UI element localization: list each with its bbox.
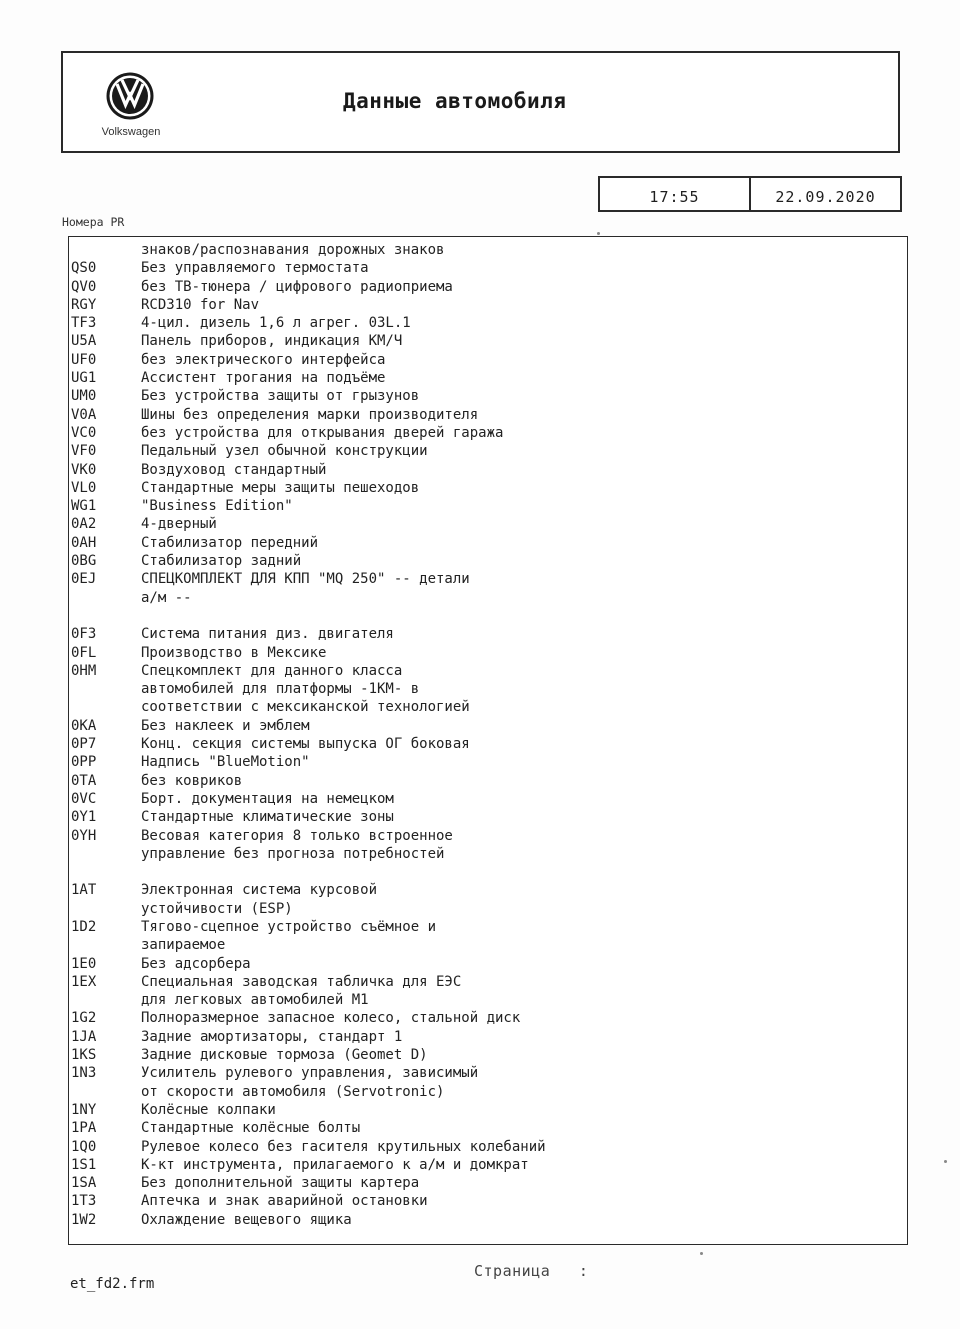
pr-description: без устройства для открывания дверей гаража <box>141 424 504 441</box>
pr-code: VK0 <box>71 461 97 478</box>
pr-code: 0F3 <box>71 626 97 643</box>
pr-code-row <box>69 351 907 369</box>
pr-code <box>69 900 141 918</box>
pr-code-row <box>69 589 907 607</box>
pr-code: 1SA <box>71 1175 97 1192</box>
pr-description: Без управляемого термостата <box>141 260 369 277</box>
pr-code: WG1 <box>71 498 97 515</box>
pr-code <box>69 589 141 607</box>
header-box <box>61 51 900 153</box>
pr-code-row <box>69 918 907 936</box>
pr-code-row <box>69 698 907 716</box>
pr-code-row <box>69 827 907 845</box>
pr-code-row <box>69 1009 907 1027</box>
pr-code: TF3 <box>71 315 97 332</box>
pr-code-row <box>69 1046 907 1064</box>
pr-description: Воздуховод стандартный <box>141 461 327 478</box>
pr-code-row <box>69 753 907 771</box>
pr-code-row <box>69 607 907 625</box>
pr-description: Стабилизатор задний <box>141 553 302 570</box>
pr-description: Система питания диз. двигателя <box>141 626 394 643</box>
pr-code: 0KA <box>71 717 97 734</box>
pr-code-row <box>69 1119 907 1137</box>
pr-code-row <box>69 278 907 296</box>
pr-code-row <box>69 461 907 479</box>
pr-code-row <box>69 534 907 552</box>
pr-code: 1AT <box>71 882 97 899</box>
pr-code: 0PP <box>71 754 97 771</box>
pr-code-row <box>69 991 907 1009</box>
pr-code <box>69 936 141 954</box>
pr-code-row <box>69 881 907 899</box>
pr-code <box>69 845 141 863</box>
pr-description: управление без прогноза потребностей <box>141 845 445 862</box>
pr-code: 1G2 <box>71 1010 97 1027</box>
page-title: Данные автомобиля <box>343 89 567 113</box>
pr-code: 1E0 <box>71 955 97 972</box>
date-value: 22.09.2020 <box>749 178 900 210</box>
pr-code: UG1 <box>71 370 97 387</box>
pr-description: Весовая категория 8 только встроенное <box>141 827 453 844</box>
pr-code: 1T3 <box>71 1193 97 1210</box>
pr-code-row <box>69 552 907 570</box>
pr-code-row <box>69 259 907 277</box>
pr-description: Стандартные меры защиты пешеходов <box>141 479 420 496</box>
pr-description: без ковриков <box>141 772 243 789</box>
pr-code-row <box>69 845 907 863</box>
pr-code-row <box>69 1028 907 1046</box>
pr-code <box>69 991 141 1009</box>
pr-code-row <box>69 442 907 460</box>
pr-code-row <box>69 1174 907 1192</box>
pr-description: Панель приборов, индикация КМ/Ч <box>141 333 403 350</box>
pr-description: для легковых автомобилей M1 <box>141 992 369 1009</box>
pr-description: Колёсные колпаки <box>141 1101 276 1118</box>
pr-code-row <box>69 680 907 698</box>
pr-code: 0Y1 <box>71 809 97 826</box>
section-label: Номера PR <box>62 215 125 229</box>
pr-code: RGY <box>71 296 97 313</box>
pr-code: 0BG <box>71 553 97 570</box>
pr-code <box>69 241 141 259</box>
pr-description: знаков/распознавания дорожных знаков <box>141 242 445 258</box>
pr-code: 0FL <box>71 644 97 661</box>
pr-code-row <box>69 808 907 826</box>
pr-code-row <box>69 1192 907 1210</box>
pr-description: RCD310 for Nav <box>141 296 260 313</box>
pr-description: автомобилей для платформы -1КМ- в <box>141 681 420 698</box>
pr-code-row <box>69 497 907 515</box>
pr-code-row <box>69 772 907 790</box>
pr-description: Спецкомплект для данного класса <box>141 662 403 679</box>
pr-code: 1N3 <box>71 1065 97 1082</box>
pr-code-row <box>69 1138 907 1156</box>
volkswagen-logo-icon <box>105 71 155 121</box>
pr-code-row <box>69 644 907 662</box>
pr-code: 1KS <box>71 1047 97 1064</box>
scan-speck <box>944 1160 947 1163</box>
pr-code-row <box>69 570 907 588</box>
pr-code: 0HM <box>71 662 97 679</box>
pr-description: Конц. секция системы выпуска ОГ боковая <box>141 736 470 753</box>
pr-description <box>141 607 907 625</box>
pr-code: VL0 <box>71 479 97 496</box>
pr-code-row <box>69 1083 907 1101</box>
pr-code: 0VC <box>71 790 97 807</box>
pr-code: 0EJ <box>71 571 97 588</box>
pr-code-row <box>69 1064 907 1082</box>
pr-description: К-кт инструмента, прилагаемого к а/м и домкрат <box>141 1156 529 1173</box>
pr-description: Охлаждение вещевого ящика <box>141 1211 352 1228</box>
pr-description: Электронная система курсовой <box>141 882 378 899</box>
pr-description: Без устройства защиты от грызунов <box>141 388 420 405</box>
pr-description: Стабилизатор передний <box>141 534 319 551</box>
pr-code-row <box>69 900 907 918</box>
pr-description: Усилитель рулевого управления, зависимый <box>141 1065 479 1082</box>
page-number-label: Страница : <box>474 1262 589 1280</box>
pr-description: а/м -- <box>141 589 192 606</box>
pr-description: Задние дисковые тормоза (Geomet D) <box>141 1047 428 1064</box>
pr-description: Без дополнительной защиты картера <box>141 1175 420 1192</box>
pr-code-row <box>69 369 907 387</box>
pr-code: U5A <box>71 333 97 350</box>
pr-code-row <box>69 1101 907 1119</box>
datetime-box <box>598 176 902 212</box>
pr-code-row <box>69 1211 907 1229</box>
pr-code <box>69 680 141 698</box>
scan-speck <box>597 232 600 235</box>
pr-code-row <box>69 790 907 808</box>
pr-code: 0TA <box>71 772 97 789</box>
pr-code-row <box>69 735 907 753</box>
pr-code-row <box>69 662 907 680</box>
pr-code-row <box>69 936 907 954</box>
pr-description: Без адсорбера <box>141 955 251 972</box>
pr-code-row <box>69 973 907 991</box>
pr-code: VC0 <box>71 424 97 441</box>
pr-description: Ассистент трогания на подъёме <box>141 370 386 387</box>
pr-description: 4-цил. дизель 1,6 л агрег. 03L.1 <box>141 315 411 332</box>
pr-description: Борт. документация на немецком <box>141 790 394 807</box>
pr-code-row <box>69 314 907 332</box>
pr-code: 1JA <box>71 1028 97 1045</box>
pr-code-row <box>69 515 907 533</box>
pr-code-row <box>69 241 907 259</box>
pr-code-row <box>69 387 907 405</box>
pr-code: UF0 <box>71 351 97 368</box>
pr-description: Надпись "BlueMotion" <box>141 754 310 771</box>
pr-code: 0A2 <box>71 516 97 533</box>
pr-code <box>69 607 141 625</box>
pr-code <box>69 863 141 881</box>
filename-label: et_fd2.frm <box>70 1276 155 1292</box>
pr-description: Стандартные колёсные болты <box>141 1120 361 1137</box>
pr-code: UM0 <box>71 388 97 405</box>
pr-code-row <box>69 717 907 735</box>
pr-code: 1PA <box>71 1120 97 1137</box>
pr-code: V0A <box>71 406 97 423</box>
pr-code-row <box>69 296 907 314</box>
pr-description: Без наклеек и эмблем <box>141 717 310 734</box>
pr-code-row <box>69 479 907 497</box>
pr-code: 0AH <box>71 534 97 551</box>
pr-code: 0P7 <box>71 736 97 753</box>
pr-code <box>69 1083 141 1101</box>
pr-code-row <box>69 424 907 442</box>
pr-description: 4-дверный <box>141 516 217 533</box>
pr-code-row <box>69 955 907 973</box>
pr-description: Педальный узел обычной конструкции <box>141 443 428 460</box>
pr-description: Тягово-сцепное устройство съёмное и <box>141 918 437 935</box>
pr-description <box>141 863 907 881</box>
brand-name: Volkswagen <box>101 126 161 138</box>
pr-code: 1S1 <box>71 1156 97 1173</box>
pr-code: 1NY <box>71 1101 97 1118</box>
pr-description: Шины без определения марки производителя <box>141 406 479 423</box>
pr-code: 1W2 <box>71 1211 97 1228</box>
pr-description: Полноразмерное запасное колесо, стальной диск <box>141 1010 521 1027</box>
pr-description: СПЕЦКОМПЛЕКТ ДЛЯ КПП "MQ 250" -- детали <box>141 571 470 588</box>
pr-description: запираемое <box>141 937 226 954</box>
pr-code-row <box>69 625 907 643</box>
pr-code-row <box>69 1156 907 1174</box>
pr-description: Производство в Мексике <box>141 644 327 661</box>
pr-code-list <box>68 236 908 1245</box>
pr-description: без электрического интерфейса <box>141 351 386 368</box>
pr-description: "Business Edition" <box>141 498 293 515</box>
pr-code-row <box>69 406 907 424</box>
pr-description: Аптечка и знак аварийной остановки <box>141 1193 428 1210</box>
pr-description: Рулевое колесо без гасителя крутильных колебаний <box>141 1138 546 1155</box>
pr-code: 0YH <box>71 827 97 844</box>
scan-speck <box>700 1252 703 1255</box>
pr-description: без ТВ-тюнера / цифрового радиоприема <box>141 278 453 295</box>
pr-description: устойчивости (ESP) <box>141 900 293 917</box>
pr-code-row <box>69 332 907 350</box>
pr-code: 1EX <box>71 973 97 990</box>
pr-description: Специальная заводская табличка для ЕЭС <box>141 973 462 990</box>
pr-code-row <box>69 863 907 881</box>
pr-code: 1Q0 <box>71 1138 97 1155</box>
time-value: 17:55 <box>649 188 700 206</box>
pr-code: 1D2 <box>71 918 97 935</box>
pr-code <box>69 698 141 716</box>
pr-description: Стандартные климатические зоны <box>141 809 394 826</box>
pr-description: от скорости автомобиля (Servotronic) <box>141 1083 445 1100</box>
pr-description: Задние амортизаторы, стандарт 1 <box>141 1028 403 1045</box>
pr-code-rows <box>69 241 907 1229</box>
pr-code: QS0 <box>71 260 97 277</box>
pr-description: соответствии с мексиканской технологией <box>141 699 470 716</box>
pr-code: VF0 <box>71 443 97 460</box>
pr-code: QV0 <box>71 278 97 295</box>
